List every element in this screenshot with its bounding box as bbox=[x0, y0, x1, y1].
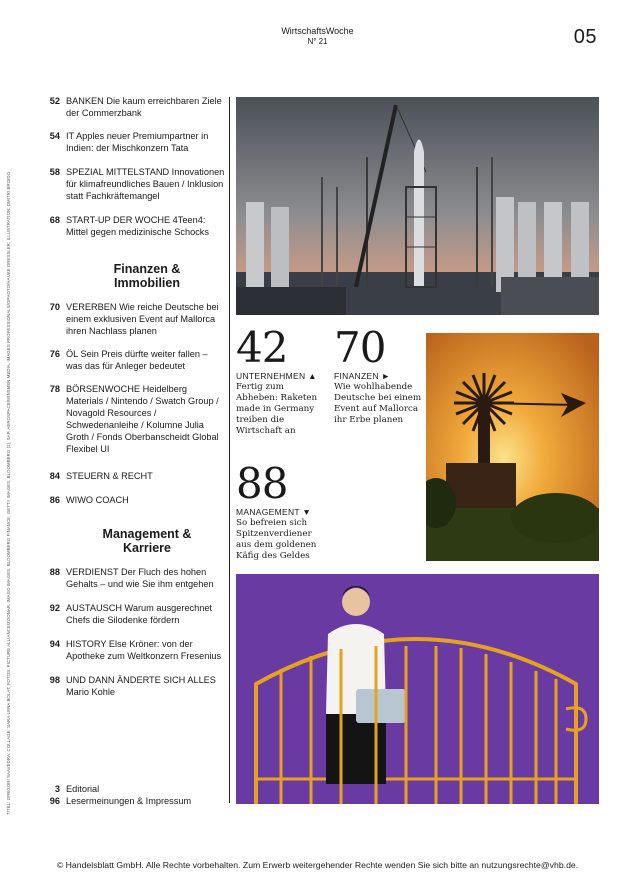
teaser-text[interactable]: So befreien sich Spitzenverdiener aus dem goldenen Käfig des Geldes bbox=[236, 518, 317, 561]
toc-text: VERDIENST Der Fluch des hohen Gehalts – und wie Sie ihm entgehen bbox=[66, 567, 214, 589]
issue-number: N° 21 bbox=[307, 37, 328, 46]
toc-item[interactable] bbox=[40, 214, 225, 238]
toc-page: 54 bbox=[49, 131, 60, 141]
toc-page: 94 bbox=[49, 639, 60, 649]
rocket-launch-photo[interactable] bbox=[236, 97, 599, 315]
toc-page: 88 bbox=[49, 567, 60, 577]
toc-item[interactable] bbox=[40, 301, 225, 337]
toc-item[interactable] bbox=[40, 494, 225, 506]
teaser-number-42: 42 bbox=[236, 323, 288, 372]
toc-item[interactable] bbox=[40, 130, 225, 154]
windmill-sunset-photo[interactable] bbox=[426, 333, 599, 561]
teaser-text[interactable]: Fertig zum Abheben: Raketen made in Germany treiben die Wirtschaft an bbox=[236, 382, 318, 436]
toc-text: SPEZIAL MITTELSTAND Innovationen für klimafreundliches Bauen / Inklusion statt Fachkräftemangel bbox=[66, 167, 225, 201]
toc-item[interactable] bbox=[40, 348, 225, 372]
teaser-text[interactable]: Wie wohlhabende Deutsche bei einem Event auf Mallorca ihr Erbe planen bbox=[334, 382, 422, 425]
toc-page: 98 bbox=[49, 675, 60, 685]
toc-page: 68 bbox=[49, 215, 60, 225]
teaser-label: FINANZEN ► bbox=[334, 371, 391, 381]
toc-text: BANKEN Die kaum erreichbaren Ziele der Commerzbank bbox=[66, 96, 222, 118]
toc-item[interactable] bbox=[40, 602, 225, 626]
toc-page: 3 bbox=[54, 784, 60, 794]
toc-page: 92 bbox=[49, 603, 60, 613]
toc-item[interactable] bbox=[40, 638, 225, 662]
toc-item[interactable] bbox=[40, 95, 225, 119]
toc-page: 70 bbox=[49, 302, 60, 312]
section-heading-line: Management & bbox=[102, 527, 192, 541]
toc-item[interactable] bbox=[40, 783, 225, 795]
toc-page: 58 bbox=[49, 167, 60, 177]
toc-page: 78 bbox=[49, 384, 60, 394]
toc-item[interactable] bbox=[40, 166, 225, 202]
toc-text: STEUERN & RECHT bbox=[66, 471, 153, 481]
magazine-name: WirtschaftsWoche bbox=[281, 26, 354, 36]
toc-text: AUSTAUSCH Warum ausgerechnet Chefs die Silodenke fördern bbox=[66, 603, 213, 625]
toc-text: Lesermeinungen & Impressum bbox=[66, 796, 192, 806]
column-divider bbox=[229, 97, 230, 803]
teaser-label: MANAGEMENT ▼ bbox=[236, 507, 312, 517]
toc-page: 52 bbox=[49, 96, 60, 106]
toc-item[interactable] bbox=[40, 566, 225, 590]
toc-page: 96 bbox=[49, 796, 60, 806]
toc-page: 86 bbox=[49, 495, 60, 505]
golden-cage-illustration[interactable] bbox=[236, 574, 599, 804]
toc-item[interactable] bbox=[40, 470, 225, 482]
toc-text: VERERBEN Wie reiche Deutsche bei einem exklusiven Event auf Mallorca ihren Nachlass planen bbox=[66, 302, 219, 336]
section-heading-line: Karriere bbox=[123, 541, 171, 555]
photo-credits-text: TITEL: GREGORI SAAVEDRA; COLLAGE: SARA-LENA BOLAT; FOTOS: PICTURE ALLIANCE/ZOONAR, IMAGO IMAGES, BLOOMBERG FINANCE, GETTY IMAGES, BLOOMBERG (2), SAP, AEROSPACE/WINSMEN MEDIA, IMAGES PROFESSIONALS/OPHOTO/HAUKE DRESSLER; ILLUSTRATION: DMITRI BROIDO bbox=[6, 171, 11, 815]
toc-text: Editorial bbox=[66, 784, 100, 794]
teaser-number-88: 88 bbox=[236, 459, 288, 508]
section-heading-finanzen bbox=[72, 262, 222, 290]
teaser-label: UNTERNEHMEN ▲ bbox=[236, 371, 317, 381]
toc-item[interactable] bbox=[40, 674, 225, 698]
toc-page: 84 bbox=[49, 471, 60, 481]
toc-item[interactable] bbox=[40, 795, 225, 807]
toc-item[interactable] bbox=[40, 383, 225, 455]
teaser-number-70: 70 bbox=[334, 323, 386, 372]
page-number: 05 bbox=[573, 26, 597, 48]
toc-text: IT Apples neuer Premiumpartner in Indien: der Mischkonzern Tata bbox=[66, 131, 209, 153]
toc-text: HISTORY Else Kröner: von der Apotheke zum Weltkonzern Fresenius bbox=[66, 639, 222, 661]
section-heading-management bbox=[72, 527, 222, 555]
toc-text: ÖL Sein Preis dürfte weiter fallen – was das für Anleger bedeutet bbox=[66, 349, 208, 371]
photo-credits bbox=[6, 160, 18, 820]
section-heading-line: Finanzen & bbox=[113, 262, 181, 276]
section-heading-line: Immobilien bbox=[114, 276, 180, 290]
toc-page: 76 bbox=[49, 349, 60, 359]
copyright-footer: © Handelsblatt GmbH. Alle Rechte vorbehalten. Zum Erwerb weitergehender Rechte wenden Sie sich bitte an nutzungsrechte@vhb.de. bbox=[56, 860, 579, 870]
toc-text: WIWO COACH bbox=[66, 495, 129, 505]
toc-text: BÖRSENWOCHE Heidelberg Materials / Nintendo / Swatch Group / Novagold Resources / Schwedenanleihe / Kolumne Julia Groth / Fonds Oberbanscheidt Global Flexibel UI bbox=[66, 384, 219, 454]
toc-text: UND DANN ÄNDERTE SICH ALLES Mario Kohle bbox=[66, 675, 216, 697]
toc-text: START-UP DER WOCHE 4Teen4: Mittel gegen medizinische Schocks bbox=[66, 215, 209, 237]
